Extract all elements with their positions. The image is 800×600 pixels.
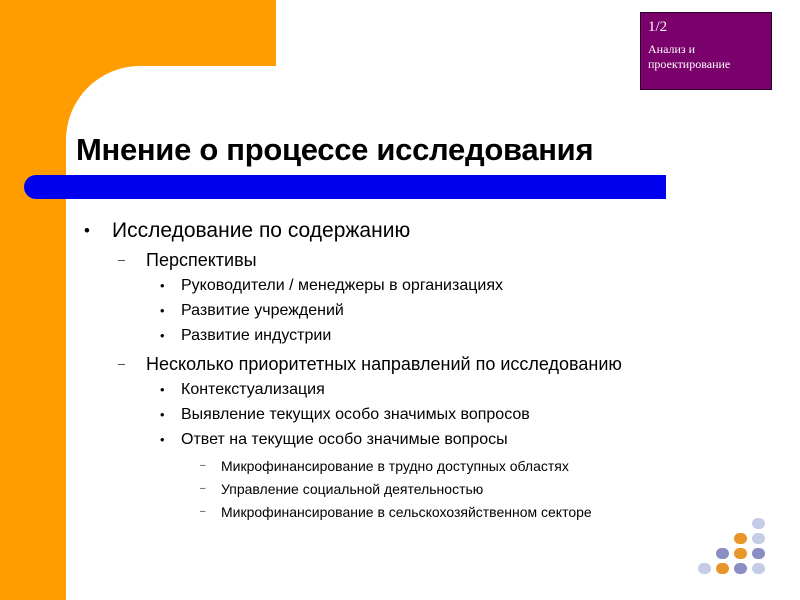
decorative-dot (752, 548, 765, 559)
outline-item-text: Управление социальной деятельностью (221, 481, 484, 497)
bullet-dot-icon: • (84, 221, 90, 240)
decorative-dot (752, 533, 765, 544)
decorative-dot (698, 563, 711, 574)
bullet-dash-icon: – (118, 357, 126, 371)
bullet-dot-icon: • (160, 303, 165, 318)
bullet-dot-icon: • (160, 278, 165, 293)
decorative-dot-grid (690, 518, 774, 578)
outline-item-text: Выявление текущих особо значимых вопросов (181, 406, 530, 423)
decorative-dot (734, 548, 747, 559)
outline-item-text: Развитие учреждений (181, 302, 344, 319)
slide-title: Мнение о процессе исследования (76, 132, 594, 167)
outline-item-text: Развитие индустрии (181, 327, 332, 344)
outline-item-text: Микрофинансирование в трудно доступных областях (221, 458, 569, 474)
decorative-dot (734, 563, 747, 574)
section-label: Анализ и проектирование (648, 42, 731, 71)
decorative-dot (716, 548, 729, 559)
bullet-dot-icon: • (160, 328, 165, 343)
outline-item-text: Несколько приоритетных направлений по исследованию (146, 354, 622, 374)
bullet-dash-icon: – (200, 460, 206, 471)
bullet-dot-icon: • (160, 432, 165, 447)
decorative-dot (716, 563, 729, 574)
decorative-dot (734, 533, 747, 544)
bullet-dash-icon: – (200, 506, 206, 517)
bullet-dash-icon: – (200, 483, 206, 494)
decorative-dot (752, 563, 765, 574)
bullet-dot-icon: • (160, 407, 165, 422)
outline-item-text: Перспективы (146, 250, 257, 270)
section-number: 1/2 (648, 19, 668, 35)
outline-item-text: Ответ на текущие особо значимые вопросы (181, 431, 508, 448)
bullet-dot-icon: • (160, 382, 165, 397)
outline-item-text: Микрофинансирование в сельскохозяйственном секторе (221, 504, 592, 520)
bullet-dash-icon: – (118, 253, 126, 267)
outline-item-text: Контекстуализация (181, 381, 325, 398)
outline-item-text: Исследование по содержанию (112, 219, 411, 242)
decorative-dot (752, 518, 765, 529)
outline-item-text: Руководители / менеджеры в организациях (181, 277, 503, 294)
